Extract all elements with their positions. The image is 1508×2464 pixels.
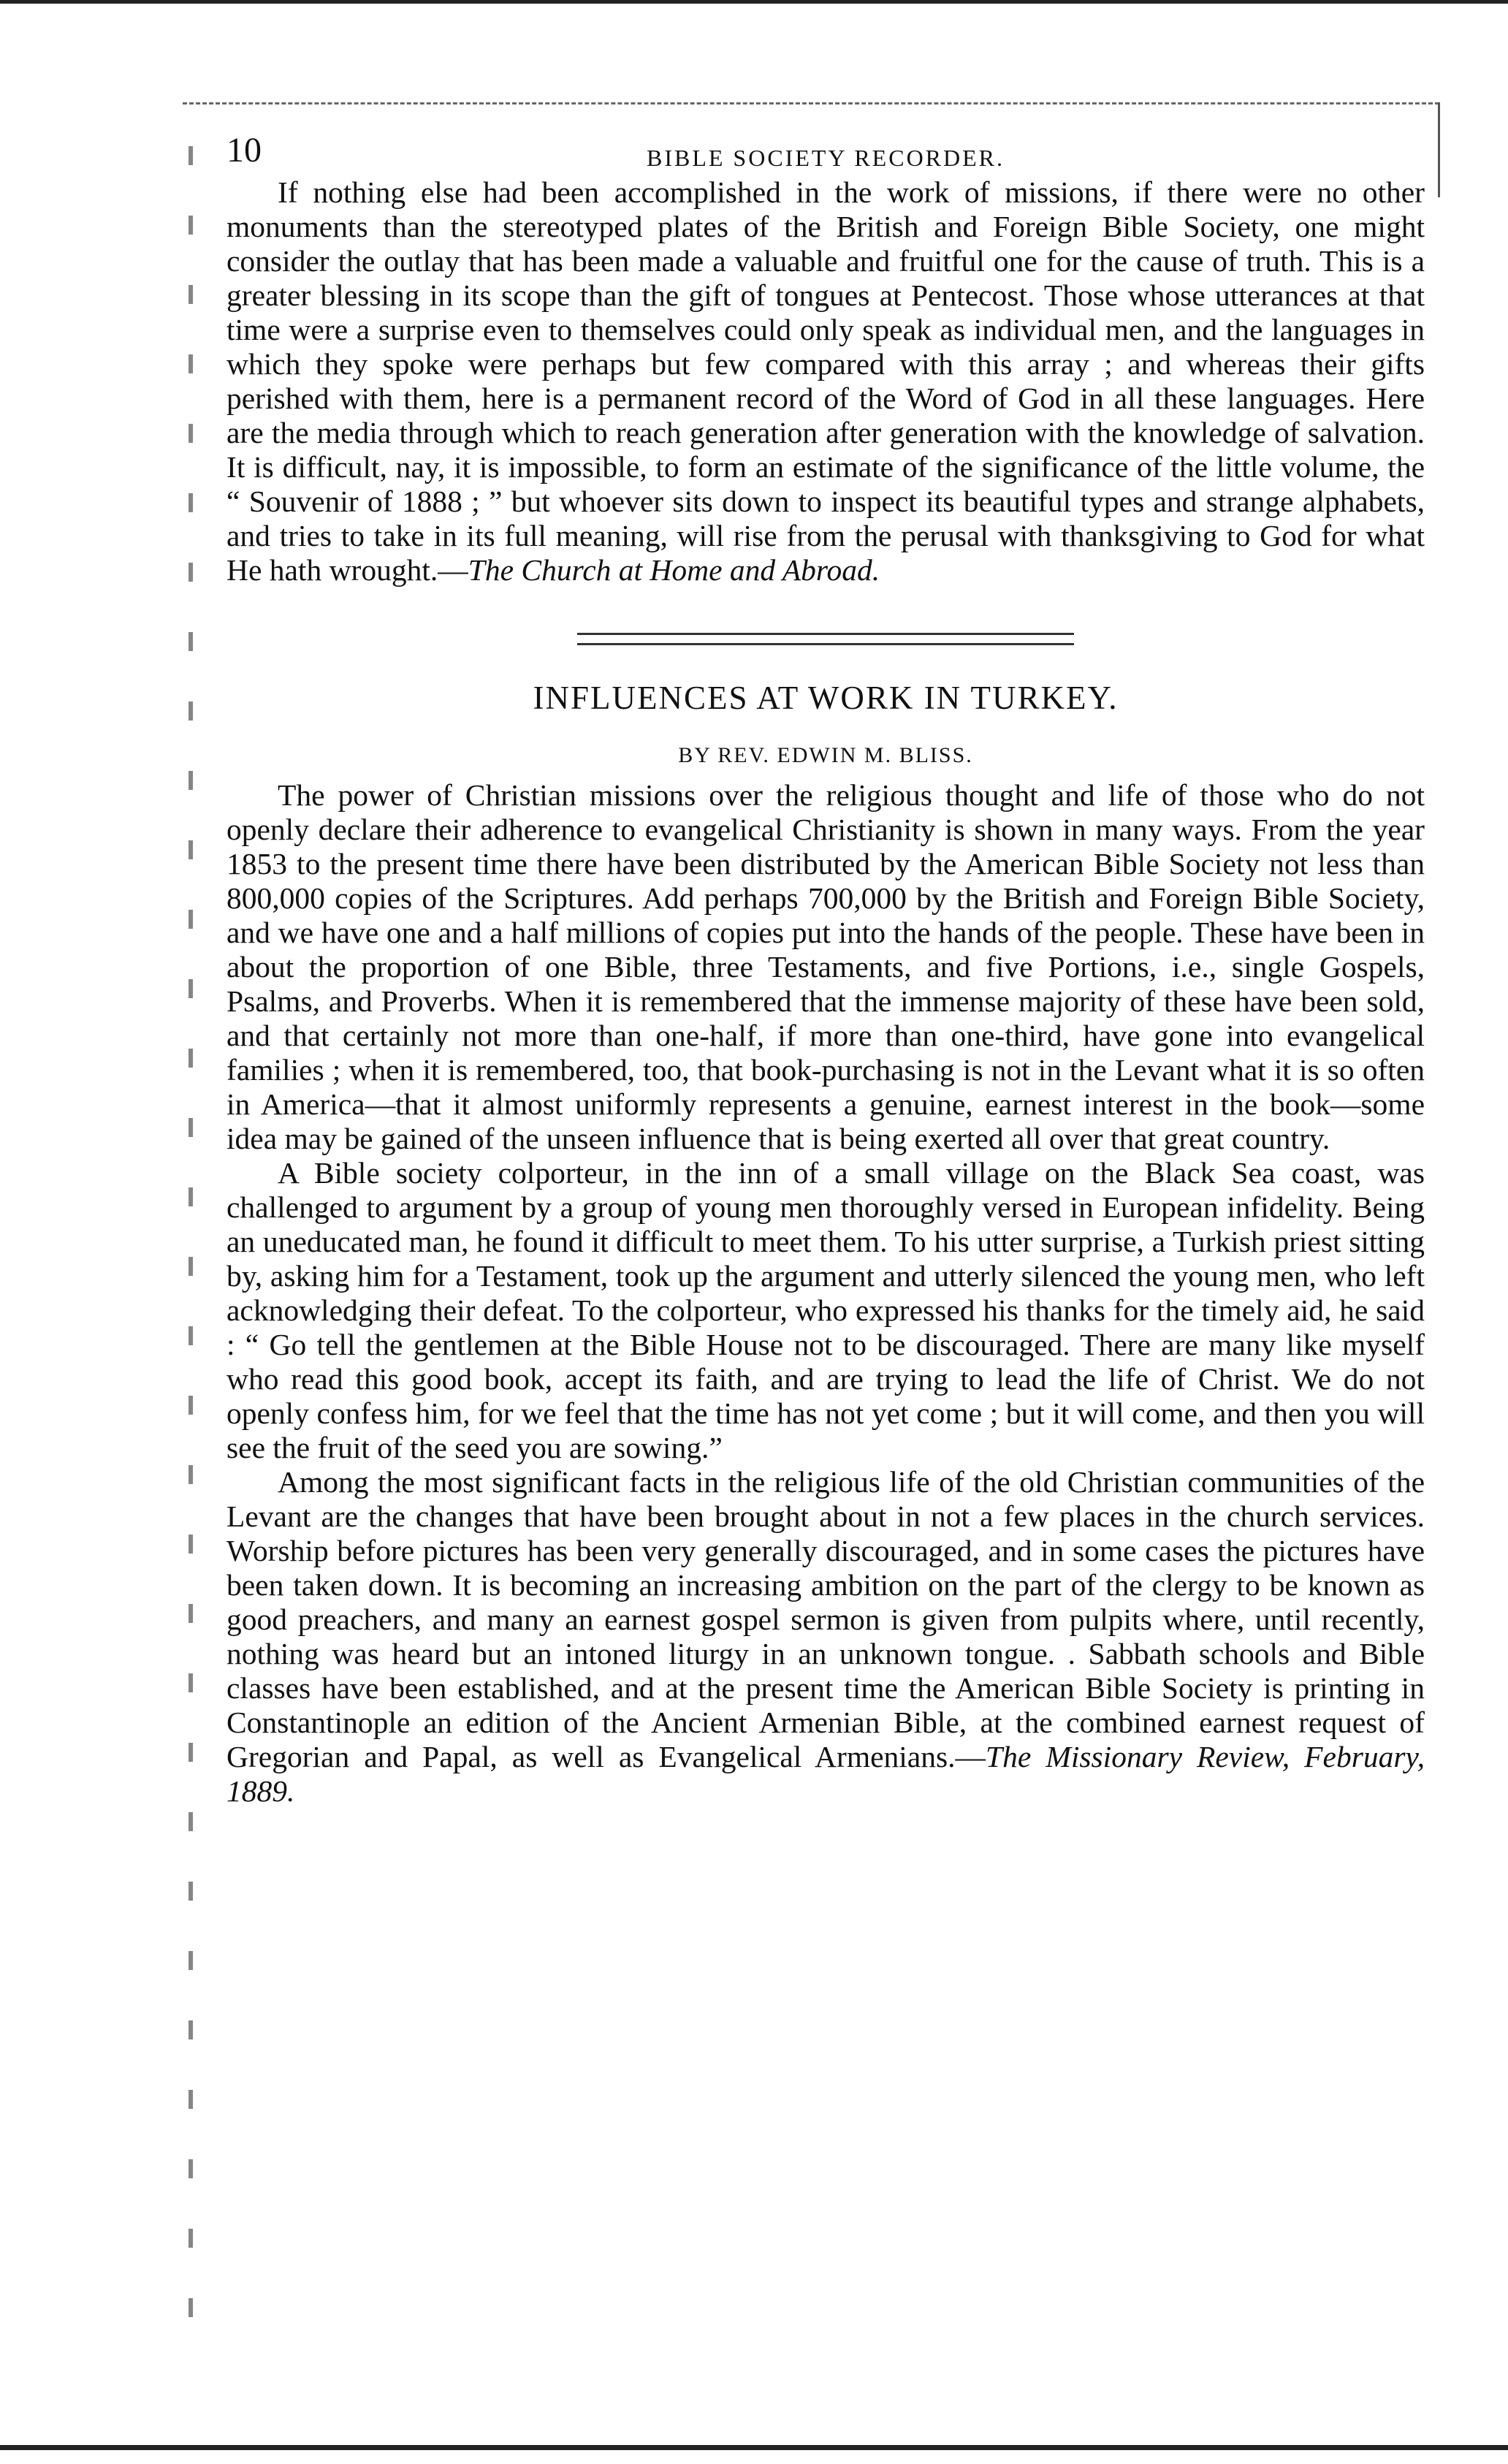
page-header [226, 117, 1425, 175]
page-body [226, 117, 1425, 1809]
intro-article [226, 175, 1425, 588]
intro-paragraph-text: If nothing else had been accomplished in the work of missions, if there were no other monuments than the stereotyped plates of the British and Foreign Bible Society, one might consider the outlay that has been made a valuable and fruitful one for the cause of truth. This is a greater blessing in its scope than the gift of tongues at Pentecost. Those whose utterances at that time were a surprise even to themselves could only speak as individual men, and the languages in which they spoke were perhaps but few compared with this array ; and whereas their gifts perished with them, here is a permanent record of the Word of God in all these languages. Here are the media through which to reach generation after generation with the knowledge of salvation. It is difficult, nay, it is impossible, to form an estimate of the significance of the little volume, the “ Souvenir of 1888 ; ” but whoever sits down to inspect its beautiful types and strange alphabets, and tries to take in its full meaning, will rise from the perusal with thanksgiving to God for what He hath wrought.— [226, 175, 1425, 587]
article-paragraph-3-text: Among the most significant facts in the religious life of the old Christian communities of the Levant are the changes that have been brought about in not a few places in the church services. Worship before pictures has been very generally discouraged, and in some cases the pictures have been taken down. It is becoming an increasing ambition on the part of the clergy to be known as good preachers, and many an earnest gospel sermon is given from pulpits where, until recently, nothing was heard but an intoned liturgy in an unknown tongue. . Sabbath schools and Bible classes have been established, and at the present time the American Bible Society is printing in Constantinople an edition of the Ancient Armenian Bible, at the combined earnest request of Gregorian and Papal, as well as Evangelical Armenians.— [226, 1465, 1425, 1773]
article-title: INFLUENCES AT WORK IN TURKEY. [533, 680, 1119, 716]
article-citation: The Missionary Review, February, 1889. [226, 1740, 1425, 1808]
section-separator [577, 633, 1074, 645]
page-number: 10 [226, 131, 262, 170]
article [226, 679, 1425, 1809]
bottom-edge-rule [0, 2445, 1508, 2450]
top-edge-rule [0, 0, 1508, 4]
article-byline: BY REV. EDWIN M. BLISS. [678, 743, 973, 767]
running-head: BIBLE SOCIETY RECORDER. [646, 145, 1005, 171]
intro-paragraph [226, 175, 1425, 588]
frame-right-line [1438, 102, 1440, 197]
frame-top-dashed-line [183, 102, 1439, 104]
article-paragraph-3 [226, 1465, 1425, 1809]
article-paragraph-1: The power of Christian missions over the religious thought and life of those who do not openly declare their adherence to evangelical Christianity is shown in many ways. From the year 1853 to the present time there have been distributed by the American Bible Society not less than 800,000 copies of the Scriptures. Add perhaps 700,000 by the British and Foreign Bible Society, and we have one and a half millions of copies put into the hands of the people. These have been in about the proportion of one Bible, three Testaments, and five Portions, i.e., single Gospels, Psalms, and Proverbs. When it is remembered that the immense majority of these have been sold, and that certainly not more than one-half, if more than one-third, have gone into evangelical families ; when it is remembered, too, that book-purchasing is not in the Levant what it is so often in America—that it almost uniformly represents a genuine, earnest interest in the book—some idea may be gained of the unseen influence that is being exerted all over that great country. [226, 778, 1425, 1155]
intro-citation: The Church at Home and Abroad. [468, 553, 880, 587]
article-paragraph-2: A Bible society colporteur, in the inn of a small village on the Black Sea coast, was challenged to argument by a group of young men thoroughly versed in European infidelity. Being an uneducated man, he found it difficult to meet them. To his utter surprise, a Turkish priest sitting by, asking him for a Testament, took up the argument and utterly silenced the young men, who left acknowledging their defeat. To the colporteur, who expressed his thanks for the timely aid, he said : “ Go tell the gentlemen at the Bible House not to be discouraged. There are many like myself who read this good book, accept its faith, and are trying to lead the life of Christ. We do not openly confess him, for we feel that the time has not yet come ; but it will come, and then you will see the fruit of the seed you are sowing.” [226, 1156, 1425, 1464]
left-margin-marks [188, 146, 193, 2338]
